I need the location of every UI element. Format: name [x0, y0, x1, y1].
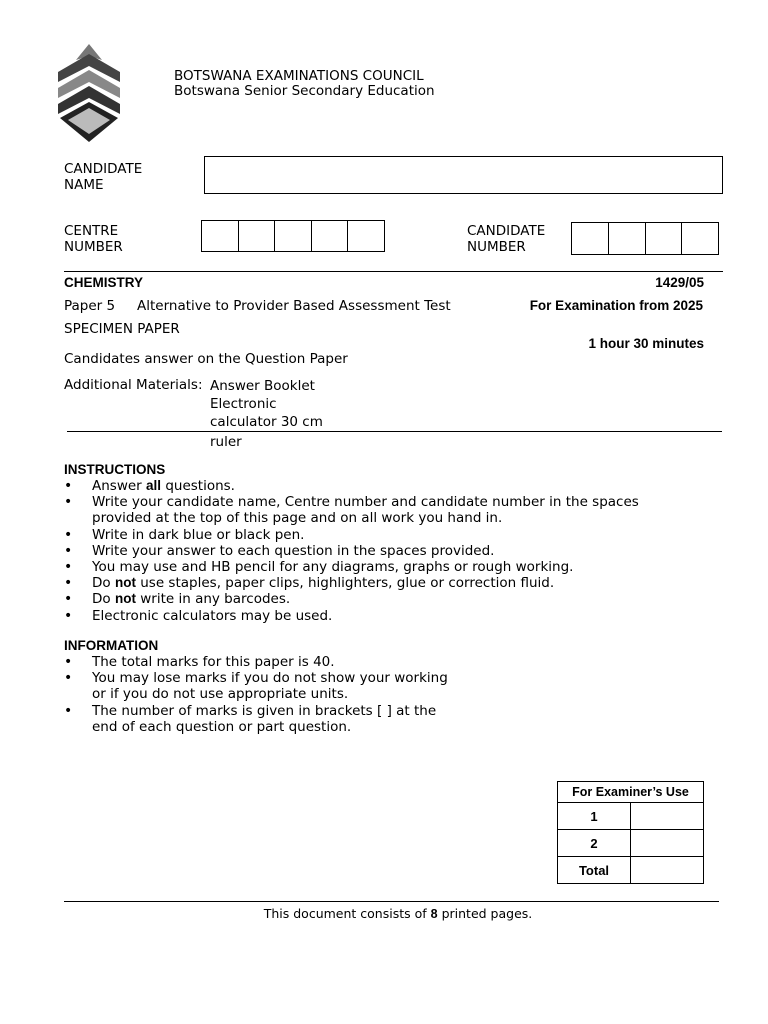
org-subtitle: Botswana Senior Secondary Education [174, 83, 435, 99]
candidate-number-field[interactable] [571, 222, 719, 255]
centre-number-cell[interactable] [312, 221, 349, 251]
information-list [64, 654, 464, 735]
candidate-number-label: CANDIDATE NUMBER [467, 223, 546, 255]
centre-number-cell[interactable] [239, 221, 276, 251]
total-mark-cell[interactable] [631, 857, 704, 884]
paper-code: 1429/05 [655, 275, 704, 290]
information-heading: INFORMATION [64, 638, 159, 653]
list-item: • Electronic calculators may be used. [64, 608, 684, 624]
list-item: • Do not write in any barcodes. [64, 591, 684, 607]
candidate-name-label: CANDIDATE NAME [64, 161, 143, 193]
candidate-number-cell[interactable] [572, 223, 609, 254]
instructions-list [64, 478, 684, 624]
duration: 1 hour 30 minutes [588, 336, 704, 351]
list-item: • Write your candidate name, Centre number and candidate number in the spaces provided at the top of this page and on all work you hand in. [64, 494, 684, 526]
list-item: • Write in dark blue or black pen. [64, 527, 684, 543]
examiner-use-table [557, 781, 704, 884]
candidate-number-cell[interactable] [646, 223, 683, 254]
divider [67, 431, 722, 432]
bec-logo [54, 42, 124, 144]
centre-number-cell[interactable] [348, 221, 384, 251]
materials-item: Electronic [210, 396, 277, 412]
list-item: • The total marks for this paper is 40. [64, 654, 464, 670]
subject-title: CHEMISTRY [64, 275, 144, 290]
list-item: • You may lose marks if you do not show your working or if you do not use appropriate units. [64, 670, 464, 702]
materials-label: Additional Materials: [64, 377, 203, 393]
materials-list [210, 377, 323, 451]
answer-location: Candidates answer on the Question Paper [64, 351, 348, 367]
mark-cell[interactable] [631, 803, 704, 830]
mark-cell[interactable] [631, 830, 704, 857]
list-item: • Answer all questions. [64, 478, 684, 494]
centre-number-label: CENTRE NUMBER [64, 223, 123, 255]
specimen-label: SPECIMEN PAPER [64, 321, 180, 337]
examiner-use-heading: For Examiner’s Use [558, 782, 704, 803]
materials-item: ruler [210, 434, 242, 450]
page-count-note: This document consists of 8 printed pages. [263, 906, 533, 921]
centre-number-cell[interactable] [202, 221, 239, 251]
materials-item: calculator 30 cm [210, 414, 323, 430]
exam-from: For Examination from 2025 [529, 298, 703, 313]
materials-item: Answer Booklet [210, 378, 315, 394]
list-item: • You may use and HB pencil for any diagrams, graphs or rough working. [64, 559, 684, 575]
centre-number-cell[interactable] [275, 221, 312, 251]
centre-number-field[interactable] [201, 220, 385, 252]
paper-title: Alternative to Provider Based Assessment Test [137, 298, 451, 314]
candidate-number-cell[interactable] [609, 223, 646, 254]
question-label: 2 [558, 830, 631, 857]
total-label: Total [558, 857, 631, 884]
paper-number: Paper 5 [64, 298, 116, 314]
candidate-name-field[interactable] [204, 156, 723, 194]
org-name: BOTSWANA EXAMINATIONS COUNCIL [174, 68, 424, 84]
question-label: 1 [558, 803, 631, 830]
instructions-heading: INSTRUCTIONS [64, 462, 166, 477]
list-item: • Write your answer to each question in the spaces provided. [64, 543, 684, 559]
list-item: • Do not use staples, paper clips, highlighters, glue or correction fluid. [64, 575, 684, 591]
divider [64, 271, 723, 272]
candidate-number-cell[interactable] [682, 223, 718, 254]
footer-divider [64, 901, 719, 902]
list-item: • The number of marks is given in brackets [ ] at the end of each question or part question. [64, 703, 464, 735]
